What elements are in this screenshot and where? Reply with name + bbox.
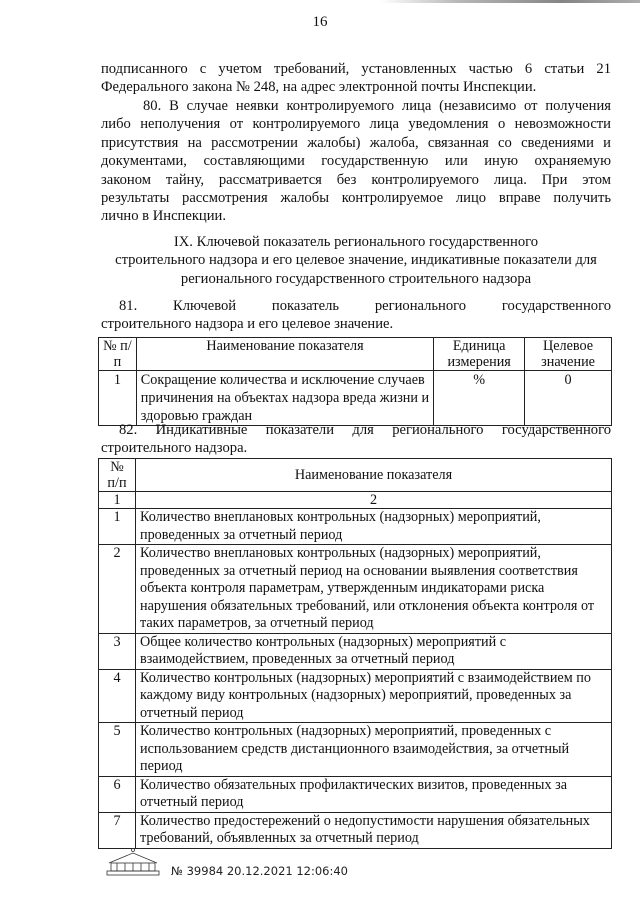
page-number: 16: [312, 14, 328, 30]
text-line: строительного надзора и его целевое значение.: [101, 316, 394, 333]
row-num: 3: [99, 633, 136, 669]
text-line: результаты рассмотрения жалобы контролируемое лицо вправе получить: [101, 190, 611, 207]
text-line: 81. Ключевой показатель регионального государственного: [119, 298, 611, 314]
table-header-row: [99, 338, 612, 371]
row-num: 1: [99, 371, 137, 426]
building-stamp-icon: [103, 847, 163, 877]
heading-line: регионального государственного строительного надзора: [180, 270, 532, 287]
text-line: документами, составляющими государственную или иную охраняемую: [101, 153, 611, 170]
text-line: 80. В случае неявки контролируемого лица (независимо от получения: [143, 98, 611, 114]
table-row: [99, 812, 612, 848]
table-header-row: [99, 459, 612, 492]
paragraph-80: [101, 97, 611, 226]
table-row: [99, 776, 612, 812]
heading-line: IX. Ключевой показатель регионального государственного: [173, 234, 539, 250]
text-line: строительного надзора.: [101, 440, 248, 457]
row-num: 7: [99, 812, 136, 848]
document-reference: № 39984 20.12.2021 12:06:40: [171, 864, 349, 878]
text-line: либо неполучения от контролируемого лица уведомления о невозможности: [101, 116, 611, 133]
text-line: подписанного с учетом требований, установленных частью 6 статьи 21: [101, 61, 611, 77]
row-num: 6: [99, 776, 136, 812]
row-name: Количество внеплановых контрольных (надзорных) мероприятий, проведенных за отчетный период: [136, 509, 612, 545]
row-name: Количество контрольных (надзорных) мероприятий, проведенных с использованием средств дистанционного взаимодействия, за отчетный период: [136, 723, 612, 777]
paragraph-81: [101, 297, 611, 334]
scan-artifact: [380, 0, 640, 3]
row-num: 1: [99, 509, 136, 545]
heading-line: строительного надзора и его целевое значение, индикативные показатели для: [115, 252, 597, 269]
row-name: Общее количество контрольных (надзорных) мероприятий с взаимодействием, проведенных за отчетный период: [136, 633, 612, 669]
text-line: лично в Инспекции.: [101, 208, 227, 225]
table-row: [99, 633, 612, 669]
table-row: [99, 545, 612, 634]
row-name: Количество контрольных (надзорных) мероприятий с взаимодействием по каждому виду контрольных (надзорных) мероприятий, проведенных за отчетный период: [136, 669, 612, 723]
table-row: [99, 723, 612, 777]
table-row: [99, 669, 612, 723]
row-num: 2: [99, 545, 136, 634]
header-target: Целевое значение: [525, 338, 612, 371]
row-name: Сокращение количества и исключение случаев причинения на объектах надзора вреда жизни и здоровью граждан: [136, 371, 433, 426]
header-name: Наименование показателя: [136, 459, 612, 492]
row-name: Количество предостережений о недопустимости нарушения обязательных требований, объявленных за отчетный период: [136, 812, 612, 848]
paragraph-82: [101, 421, 611, 458]
text-line: Федерального закона № 248, на адрес электронной почты Инспекции.: [101, 79, 537, 96]
row-num: 4: [99, 669, 136, 723]
row-name: Количество внеплановых контрольных (надзорных) мероприятий, проведенных за отчетный период на основании выявления соответствия объекта контроля параметрам, утвержденным индикаторами риска нарушения обязательных требований, или отклонения объекта контроля от таких параметров, за отчетный период: [136, 545, 612, 634]
header-num: № п/п: [99, 338, 137, 371]
column-number-row: [99, 492, 612, 509]
row-target: 0: [525, 371, 612, 426]
header-num: № п/п: [99, 459, 136, 492]
key-indicator-table: [98, 337, 612, 426]
intro-paragraph: [101, 60, 611, 97]
text-line: 82. Индикативные показатели для регионального государственного: [119, 422, 611, 438]
table-row: [99, 371, 612, 426]
text-line: законом тайну, рассматривается без контролируемого лица. При этом: [101, 171, 611, 188]
header-unit: Единица измерения: [434, 338, 525, 371]
section-heading: [101, 233, 611, 288]
header-name: Наименование показателя: [136, 338, 433, 371]
text-line: присутствия на рассмотрении жалобы) жалоба, связанная со сведениями и: [101, 134, 611, 151]
row-num: 5: [99, 723, 136, 777]
col-num-2: 2: [136, 492, 612, 509]
row-unit: %: [434, 371, 525, 426]
row-name: Количество обязательных профилактических визитов, проведенных за отчетный период: [136, 776, 612, 812]
indicative-indicators-table: [98, 458, 612, 849]
col-num-1: 1: [99, 492, 136, 509]
table-row: [99, 509, 612, 545]
